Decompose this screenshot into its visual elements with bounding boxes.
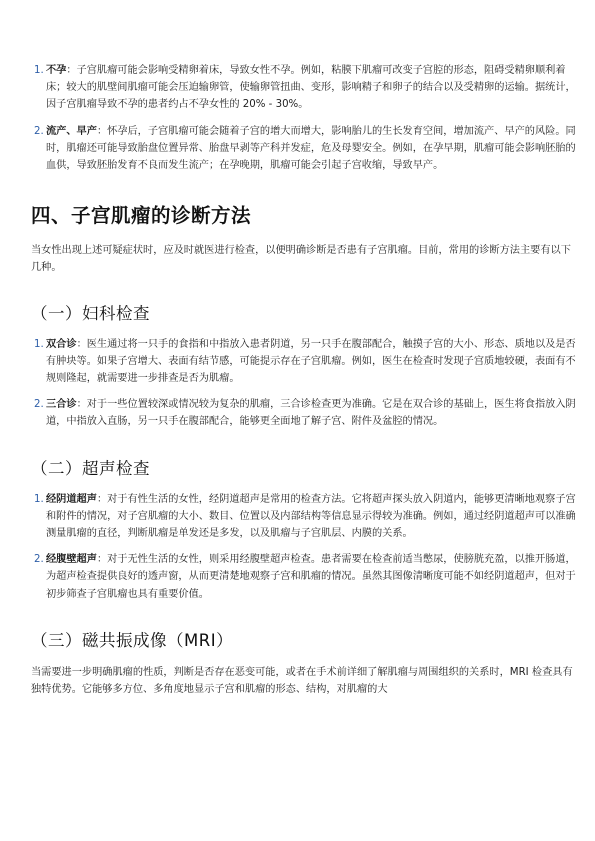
list-item [31,551,579,603]
list-term: 经阴道超声 [46,493,97,505]
gynecologic-exam-list [31,336,579,431]
subsection-heading: （三）磁共振成像（MRI） [31,630,234,650]
list-term: 流产、早产 [46,125,97,137]
list-text: ：子宫肌瘤可能会影响受精卵着床，导致女性不孕。例如，粘膜下肌瘤可改变子宫腔的形态，阻碍受精卵顺利着床；较大的肌壁间肌瘤可能会压迫输卵管，使输卵管扭曲、变形，影响精子和卵子的结合以及受精卵的运输。据统计，因子宫肌瘤导致不孕的患者约占不孕女性的 20% - 30%。 [46,65,576,111]
list-number: 2. [34,399,44,411]
list-text: ：对于无性生活的女性，则采用经腹壁超声检查。患者需要在检查前适当憋尿，使膀胱充盈，以推开肠道，为超声检查提供良好的透声窗，从而更清楚地观察子宫和肌瘤的情况。虽然其图像清晰度可能不如经阴道超声，但对于初步筛查子宫肌瘤也具有重要价值。 [46,554,576,600]
list-number: 2. [34,125,44,137]
list-text: ：对于有性生活的女性，经阴道超声是常用的检查方法。它将超声探头放入阴道内，能够更清晰地观察子宫和附件的情况，对子宫肌瘤的大小、数目、位置以及内部结构等信息显示得较为准确。例如，通过经阴道超声可以准确测量肌瘤的直径，判断肌瘤是单发还是多发，以及肌瘤与子宫肌层、内膜的关系。 [46,493,576,540]
list-item [31,336,579,388]
document-content [31,62,579,698]
subsection-heading: （一）妇科检查 [31,303,150,323]
section-heading: 四、子宫肌瘤的诊断方法 [31,204,252,228]
list-number: 1. [34,65,44,76]
subsection-intro: 当需要进一步明确肌瘤的性质，判断是否存在恶变可能，或者在手术前详细了解肌瘤与周围组织的关系时，MRI 检查具有独特优势。它能够多方位、多角度地显示子宫和肌瘤的形态、结构，对肌瘤的大 [31,666,573,696]
list-item [31,123,579,175]
complications-list [31,62,579,174]
list-number: 1. [34,338,44,350]
list-item [31,491,579,543]
list-item [31,396,579,430]
ultrasound-list [31,491,579,603]
list-term: 三合诊 [46,399,77,411]
list-number: 1. [34,493,44,505]
list-text: ：医生通过将一只手的食指和中指放入患者阴道，另一只手在腹部配合，触摸子宫的大小、形态、质地以及是否有肿块等。如果子宫增大、表面有结节感，可能提示存在子宫肌瘤。例如，医生在检查时发现子宫质地较硬，表面有不规则隆起，就需要进一步排查是否为肌瘤。 [46,338,576,385]
list-term: 不孕 [46,65,67,76]
list-term: 经腹壁超声 [46,554,97,566]
list-number: 2. [34,554,44,566]
list-text: ：对于一些位置较深或情况较为复杂的肌瘤，三合诊检查更为准确。它是在双合诊的基础上，医生将食指放入阴道，中指放入直肠，另一只手在腹部配合，能够更全面地了解子宫、附件及盆腔的情况。 [46,399,576,428]
section-intro: 当女性出现上述可疑症状时，应及时就医进行检查，以便明确诊断是否患有子宫肌瘤。目前，常用的诊断方法主要有以下几种。 [31,245,571,274]
list-item [31,62,579,114]
subsection-heading: （二）超声检查 [31,458,150,478]
list-text: ：怀孕后，子宫肌瘤可能会随着子宫的增大而增大，影响胎儿的生长发育空间，增加流产、早产的风险。同时，肌瘤还可能导致胎盘位置异常、胎盘早剥等产科并发症，危及母婴安全。例如，在孕早期，肌瘤可能会影响胚胎的血供，导致胚胎发育不良而发生流产；在孕晚期，肌瘤可能会引起子宫收缩，导致早产。 [46,125,576,172]
list-term: 双合诊 [46,338,77,350]
